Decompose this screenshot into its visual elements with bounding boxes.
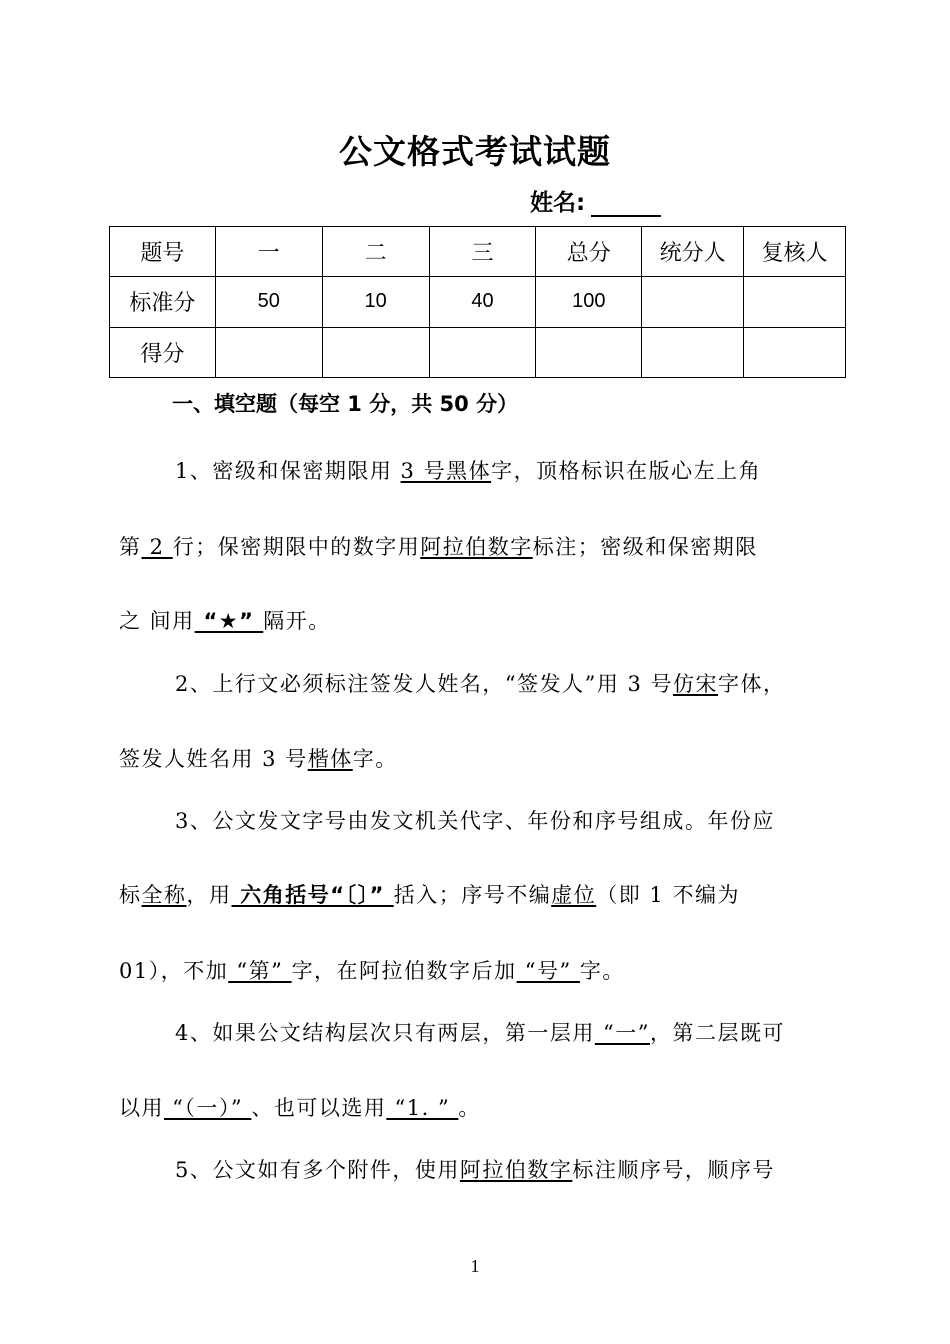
page-title: 公文格式考试试题 (339, 132, 611, 171)
table-cell[interactable] (642, 277, 744, 327)
table-cell: 一 (215, 227, 322, 277)
answer-blank: “（一）” (164, 1096, 252, 1120)
text-run: ，第二层既可 (650, 1021, 786, 1045)
page-number: 1 (470, 1256, 480, 1276)
table-cell: 题号 (110, 227, 216, 277)
question-line (175, 668, 786, 698)
text-run: 字。 (579, 959, 625, 983)
answer-blank: “一” (594, 1021, 651, 1045)
text-run: 字，在阿拉伯数字后加 (291, 959, 517, 983)
question-line (175, 1017, 785, 1047)
text-run: 5、公文如有多个附件，使用 (175, 1158, 460, 1182)
table-cell: 100 (536, 277, 642, 327)
answer-blank: 全称 (141, 883, 187, 907)
table-cell[interactable] (744, 327, 846, 377)
answer-blank: “1. ” (386, 1096, 459, 1120)
text-run: ，用 (186, 883, 232, 907)
text-run: 01），不加 (119, 959, 229, 983)
text-run: 1、密级和保密期限用 (175, 459, 401, 483)
text-run: 。 (458, 1096, 481, 1120)
table-cell: 三 (429, 227, 536, 277)
question-line (175, 1154, 775, 1184)
answer-blank: “号” (516, 959, 580, 983)
table-cell[interactable] (642, 327, 744, 377)
table-cell: 标准分 (110, 277, 216, 327)
answer-blank: 仿宋 (673, 672, 719, 696)
text-run: 之 间用 (119, 609, 195, 633)
question-line (175, 805, 775, 835)
score-table (109, 226, 846, 378)
question-line (119, 1092, 481, 1122)
table-cell[interactable] (744, 277, 846, 327)
text-run: 字，顶格标识在版心左上角 (491, 459, 762, 483)
text-run: 第 (119, 535, 142, 559)
answer-blank: 虚位 (551, 883, 597, 907)
answer-blank: 阿拉伯数字 (459, 1158, 573, 1182)
question-line (119, 743, 398, 773)
answer-blank: 阿拉伯数字 (420, 535, 533, 559)
text-run: 以用 (119, 1096, 164, 1120)
table-cell[interactable] (536, 327, 642, 377)
table-cell: 统分人 (642, 227, 744, 277)
answer-blank: 楷体 (307, 747, 353, 771)
table-cell: 总分 (536, 227, 642, 277)
question-line (119, 605, 331, 635)
text-run: 字。 (352, 747, 398, 771)
table-cell: 50 (215, 277, 322, 327)
name-field-row (530, 184, 661, 217)
question-line (119, 955, 625, 985)
question-line (119, 879, 740, 909)
text-run: 括入；序号不编 (393, 883, 552, 907)
question-line (119, 531, 758, 561)
table-cell[interactable] (322, 327, 429, 377)
text-run: 字体， (718, 672, 786, 696)
table-cell[interactable] (215, 327, 322, 377)
text-run: 行；保密期限中的数字用 (172, 535, 421, 559)
answer-blank: 六角括号“〔〕” (231, 883, 394, 907)
table-cell: 得分 (110, 327, 216, 377)
text-run: 标 (119, 883, 142, 907)
table-cell: 二 (322, 227, 429, 277)
table-row (110, 327, 846, 377)
table-cell: 复核人 (744, 227, 846, 277)
table-cell[interactable] (429, 327, 536, 377)
section-heading: 一、填空题（每空 1 分，共 50 分） (172, 392, 519, 416)
name-blank[interactable] (591, 193, 661, 217)
text-run: 4、如果公文结构层次只有两层，第一层用 (175, 1021, 595, 1045)
text-run: 标注；密级和保密期限 (532, 535, 758, 559)
table-cell: 10 (322, 277, 429, 327)
text-run: 签发人姓名用 3 号 (119, 747, 308, 771)
text-run: （即 1 不编为 (596, 883, 740, 907)
text-run: 3、公文发文字号由发文机关代字、年份和序号组成。年份应 (175, 809, 775, 833)
text-run: 2、上行文必须标注签发人姓名，“签发人”用 3 号 (175, 672, 674, 696)
table-header-row (110, 227, 846, 277)
answer-blank: 2 (141, 535, 173, 559)
text-run: 标注顺序号，顺序号 (572, 1158, 775, 1182)
answer-blank: “★” (194, 609, 264, 633)
answer-blank: 3 号黑体 (400, 459, 492, 483)
table-cell: 40 (429, 277, 536, 327)
text-run: 、也可以选用 (251, 1096, 387, 1120)
text-run: 隔开。 (263, 609, 331, 633)
name-label: 姓名: (530, 190, 586, 216)
table-row (110, 277, 846, 327)
question-line (175, 455, 761, 485)
answer-blank: “第” (228, 959, 292, 983)
